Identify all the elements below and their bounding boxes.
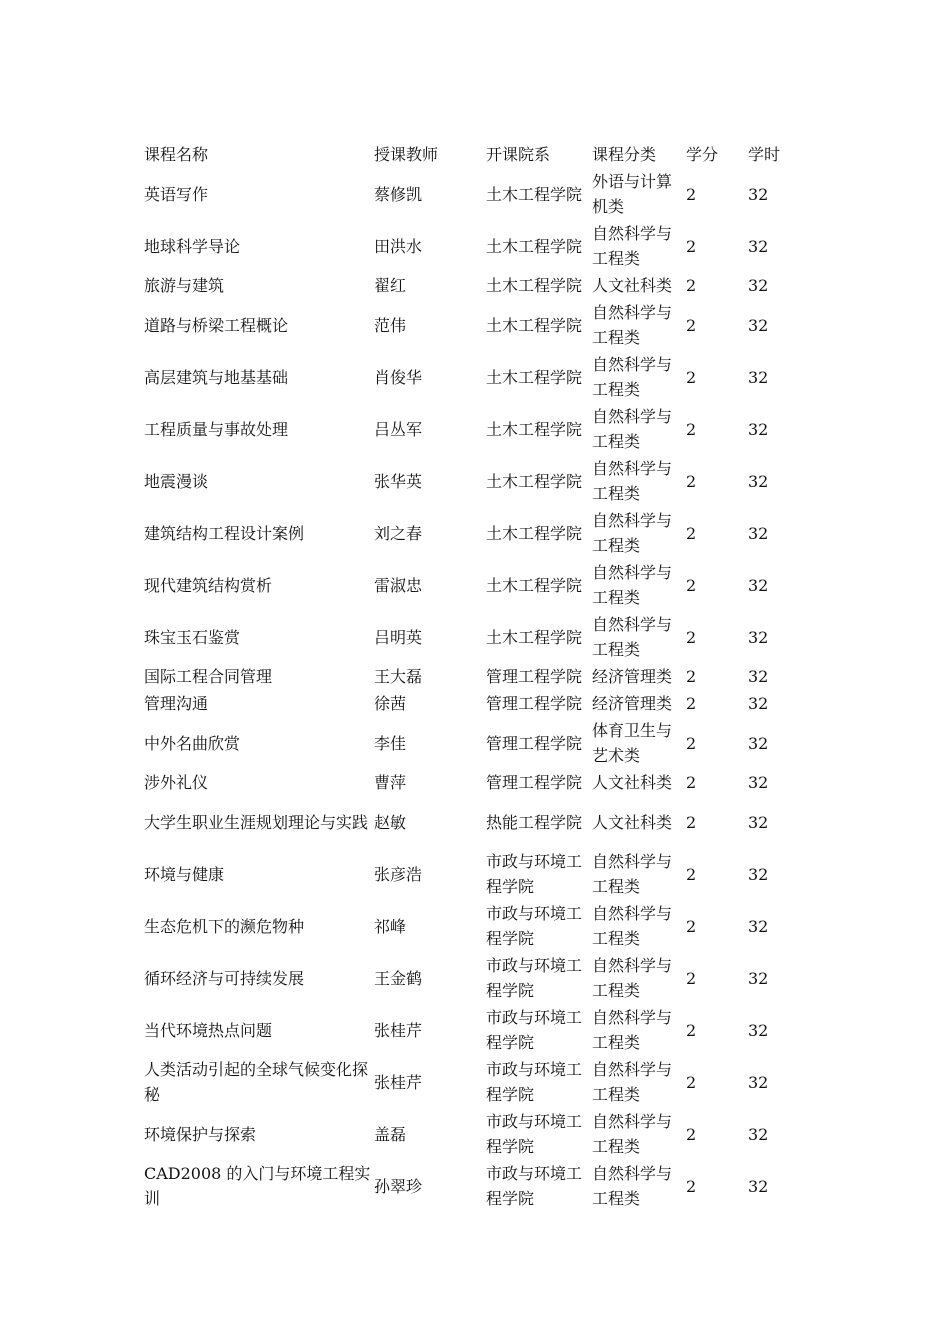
cell-course-name: [144, 351, 374, 403]
cell-text: 土木工程学院: [486, 315, 583, 335]
cell-category: [592, 403, 686, 455]
cell-text: 2: [686, 864, 697, 884]
header-course-name: 课程名称: [144, 144, 209, 164]
cell-department: [486, 351, 592, 403]
cell-text: 32: [748, 627, 769, 647]
cell-hours: [748, 1056, 798, 1108]
cell-teacher: [374, 220, 486, 272]
cell-text: 市政与环境工程学院: [486, 1060, 583, 1104]
cell-text: 32: [748, 733, 769, 753]
cell-text: 张彦浩: [374, 864, 423, 884]
cell-credits: [686, 1004, 748, 1056]
cell-text: 孙翠珍: [374, 1176, 423, 1196]
cell-text: 地震漫谈: [144, 471, 209, 491]
cell-credits: [686, 663, 748, 690]
table-row: [144, 690, 798, 717]
cell-department: [486, 559, 592, 611]
table-row: [144, 717, 798, 769]
cell-credits: [686, 611, 748, 663]
cell-text: 张桂芹: [374, 1020, 423, 1040]
cell-teacher: [374, 1108, 486, 1160]
cell-text: 市政与环境工程学院: [486, 1112, 583, 1156]
cell-text: 自然科学与工程类: [592, 956, 673, 1000]
cell-text: 2: [686, 812, 697, 832]
cell-text: 自然科学与工程类: [592, 563, 673, 607]
cell-text: 自然科学与工程类: [592, 355, 673, 399]
cell-text: 土木工程学院: [486, 627, 583, 647]
cell-hours: [748, 168, 798, 220]
cell-text: 土木工程学院: [486, 419, 583, 439]
cell-text: 人文社科类: [592, 276, 673, 295]
cell-text: 市政与环境工程学院: [486, 852, 583, 896]
cell-credits: [686, 1108, 748, 1160]
cell-category: [592, 663, 686, 690]
cell-credits: [686, 507, 748, 559]
cell-hours: [748, 559, 798, 611]
cell-department: [486, 663, 592, 690]
cell-hours: [748, 796, 798, 848]
cell-course-name: [144, 1004, 374, 1056]
cell-text: 土木工程学院: [486, 523, 583, 543]
cell-text: 吕明英: [374, 627, 423, 647]
cell-teacher: [374, 900, 486, 952]
cell-text: 32: [748, 864, 769, 884]
cell-text: 土木工程学院: [486, 367, 583, 387]
cell-category: [592, 900, 686, 952]
cell-text: 2: [686, 1072, 697, 1092]
cell-category: [592, 455, 686, 507]
cell-text: 道路与桥梁工程概论: [144, 315, 289, 335]
table-row: [144, 848, 798, 900]
cell-course-name: [144, 455, 374, 507]
cell-text: 刘之春: [374, 523, 423, 543]
cell-credits: [686, 299, 748, 351]
cell-department: [486, 220, 592, 272]
table-row: [144, 611, 798, 663]
cell-text: 2: [686, 733, 697, 753]
cell-text: 祁峰: [374, 916, 407, 936]
cell-text: CAD2008 的入门与环境工程实训: [144, 1164, 371, 1208]
cell-hours: [748, 717, 798, 769]
cell-text: 热能工程学院: [486, 812, 583, 832]
cell-text: 2: [686, 1124, 697, 1144]
cell-category: [592, 690, 686, 717]
cell-course-name: [144, 796, 374, 848]
cell-text: 32: [748, 968, 769, 988]
cell-hours: [748, 351, 798, 403]
cell-teacher: [374, 351, 486, 403]
cell-hours: [748, 299, 798, 351]
table-row: [144, 769, 798, 796]
cell-text: 生态危机下的濒危物种: [144, 916, 305, 936]
cell-text: 经济管理类: [592, 694, 673, 713]
cell-course-name: [144, 1108, 374, 1160]
cell-credits: [686, 900, 748, 952]
cell-department: [486, 272, 592, 299]
cell-text: 2: [686, 471, 697, 491]
cell-department: [486, 900, 592, 952]
cell-text: 自然科学与工程类: [592, 511, 673, 555]
cell-text: 肖俊华: [374, 367, 423, 387]
cell-text: 32: [748, 1072, 769, 1092]
cell-text: 管理工程学院: [486, 773, 583, 792]
cell-department: [486, 769, 592, 796]
cell-hours: [748, 403, 798, 455]
cell-text: 2: [686, 315, 697, 335]
table-row: [144, 1160, 798, 1212]
cell-text: 循环经济与可持续发展: [144, 968, 305, 988]
table-row: [144, 900, 798, 952]
cell-category: [592, 559, 686, 611]
cell-text: 2: [686, 236, 697, 256]
cell-text: 市政与环境工程学院: [486, 904, 583, 948]
table-row: [144, 1056, 798, 1108]
cell-course-name: [144, 507, 374, 559]
cell-text: 土木工程学院: [486, 184, 583, 204]
cell-text: 建筑结构工程设计案例: [144, 523, 305, 543]
cell-course-name: [144, 559, 374, 611]
cell-credits: [686, 220, 748, 272]
cell-department: [486, 168, 592, 220]
cell-category: [592, 1108, 686, 1160]
header-row: [144, 140, 798, 168]
cell-department: [486, 1004, 592, 1056]
cell-hours: [748, 769, 798, 796]
cell-hours: [748, 220, 798, 272]
cell-text: 英语写作: [144, 184, 209, 204]
cell-department: [486, 690, 592, 717]
cell-category: [592, 351, 686, 403]
cell-teacher: [374, 1056, 486, 1108]
cell-text: 地球科学导论: [144, 236, 241, 256]
cell-text: 2: [686, 667, 697, 686]
cell-teacher: [374, 690, 486, 717]
cell-course-name: [144, 848, 374, 900]
cell-text: 管理工程学院: [486, 733, 583, 753]
cell-credits: [686, 1160, 748, 1212]
cell-text: 涉外礼仪: [144, 773, 209, 792]
cell-course-name: [144, 168, 374, 220]
cell-text: 环境保护与探索: [144, 1124, 257, 1144]
cell-text: 土木工程学院: [486, 471, 583, 491]
cell-text: 李佳: [374, 733, 407, 753]
cell-text: 2: [686, 916, 697, 936]
cell-teacher: [374, 663, 486, 690]
cell-course-name: [144, 220, 374, 272]
cell-text: 自然科学与工程类: [592, 904, 673, 948]
cell-text: 土木工程学院: [486, 575, 583, 595]
cell-text: 盖磊: [374, 1124, 407, 1144]
cell-text: 自然科学与工程类: [592, 459, 673, 503]
table-body: [144, 168, 798, 1212]
cell-department: [486, 848, 592, 900]
cell-text: 人类活动引起的全球气候变化探秘: [144, 1060, 369, 1104]
table-row: [144, 1004, 798, 1056]
cell-credits: [686, 351, 748, 403]
cell-department: [486, 1160, 592, 1212]
cell-text: 当代环境热点问题: [144, 1020, 273, 1040]
cell-teacher: [374, 1004, 486, 1056]
cell-text: 大学生职业生涯规划理论与实践: [144, 812, 369, 832]
cell-text: 人文社科类: [592, 773, 673, 792]
cell-course-name: [144, 717, 374, 769]
cell-credits: [686, 403, 748, 455]
cell-hours: [748, 848, 798, 900]
cell-credits: [686, 272, 748, 299]
cell-credits: [686, 1056, 748, 1108]
cell-category: [592, 220, 686, 272]
cell-teacher: [374, 848, 486, 900]
cell-credits: [686, 952, 748, 1004]
cell-text: 32: [748, 575, 769, 595]
cell-text: 32: [748, 236, 769, 256]
cell-text: 2: [686, 367, 697, 387]
table-row: [144, 220, 798, 272]
cell-text: 32: [748, 523, 769, 543]
cell-department: [486, 1056, 592, 1108]
cell-credits: [686, 796, 748, 848]
cell-text: 32: [748, 419, 769, 439]
cell-course-name: [144, 952, 374, 1004]
cell-text: 翟红: [374, 276, 407, 295]
cell-text: 珠宝玉石鉴赏: [144, 627, 241, 647]
cell-credits: [686, 769, 748, 796]
table-row: [144, 272, 798, 299]
cell-hours: [748, 1108, 798, 1160]
cell-text: 2: [686, 1020, 697, 1040]
table-row: [144, 507, 798, 559]
table-row: [144, 403, 798, 455]
cell-department: [486, 403, 592, 455]
cell-course-name: [144, 663, 374, 690]
course-table: [144, 140, 798, 1212]
cell-course-name: [144, 611, 374, 663]
cell-text: 2: [686, 968, 697, 988]
table-row: [144, 952, 798, 1004]
table-row: [144, 168, 798, 220]
cell-text: 王大磊: [374, 667, 423, 686]
cell-text: 吕丛军: [374, 419, 423, 439]
cell-text: 土木工程学院: [486, 236, 583, 256]
cell-course-name: [144, 403, 374, 455]
cell-text: 自然科学与工程类: [592, 1060, 673, 1104]
cell-text: 自然科学与工程类: [592, 1164, 673, 1208]
cell-course-name: [144, 272, 374, 299]
header-credits: 学分: [686, 144, 719, 164]
cell-text: 32: [748, 367, 769, 387]
cell-credits: [686, 848, 748, 900]
cell-text: 32: [748, 694, 769, 713]
cell-text: 自然科学与工程类: [592, 303, 673, 347]
cell-text: 雷淑忠: [374, 575, 423, 595]
cell-text: 工程质量与事故处理: [144, 419, 289, 439]
table-row: [144, 351, 798, 403]
cell-department: [486, 611, 592, 663]
cell-course-name: [144, 769, 374, 796]
cell-hours: [748, 611, 798, 663]
cell-hours: [748, 272, 798, 299]
cell-category: [592, 796, 686, 848]
cell-teacher: [374, 717, 486, 769]
cell-teacher: [374, 507, 486, 559]
cell-text: 曹萍: [374, 773, 407, 792]
cell-text: 王金鹤: [374, 968, 423, 988]
cell-course-name: [144, 900, 374, 952]
cell-text: 32: [748, 1176, 769, 1196]
cell-category: [592, 769, 686, 796]
cell-text: 管理工程学院: [486, 694, 583, 713]
cell-text: 自然科学与工程类: [592, 615, 673, 659]
cell-text: 管理工程学院: [486, 667, 583, 686]
cell-text: 自然科学与工程类: [592, 852, 673, 896]
cell-text: 市政与环境工程学院: [486, 1008, 583, 1052]
cell-text: 环境与健康: [144, 864, 225, 884]
table-row: [144, 663, 798, 690]
cell-hours: [748, 690, 798, 717]
cell-teacher: [374, 455, 486, 507]
cell-teacher: [374, 952, 486, 1004]
cell-text: 经济管理类: [592, 667, 673, 686]
cell-category: [592, 717, 686, 769]
cell-text: 2: [686, 419, 697, 439]
header-hours: 学时: [748, 144, 781, 164]
cell-category: [592, 1160, 686, 1212]
cell-department: [486, 952, 592, 1004]
table-row: [144, 1108, 798, 1160]
cell-hours: [748, 663, 798, 690]
cell-credits: [686, 168, 748, 220]
cell-text: 32: [748, 315, 769, 335]
cell-text: 土木工程学院: [486, 276, 583, 295]
cell-department: [486, 299, 592, 351]
cell-text: 管理沟通: [144, 694, 209, 713]
cell-hours: [748, 1160, 798, 1212]
cell-text: 32: [748, 1020, 769, 1040]
cell-text: 体育卫生与艺术类: [592, 721, 673, 765]
cell-text: 田洪水: [374, 236, 423, 256]
cell-text: 高层建筑与地基基础: [144, 367, 289, 387]
cell-course-name: [144, 1160, 374, 1212]
cell-hours: [748, 507, 798, 559]
cell-text: 市政与环境工程学院: [486, 956, 583, 1000]
cell-teacher: [374, 769, 486, 796]
cell-department: [486, 507, 592, 559]
cell-text: 自然科学与工程类: [592, 407, 673, 451]
cell-category: [592, 848, 686, 900]
cell-text: 2: [686, 523, 697, 543]
cell-teacher: [374, 403, 486, 455]
table-row: [144, 299, 798, 351]
table-row: [144, 559, 798, 611]
cell-text: 32: [748, 184, 769, 204]
cell-category: [592, 272, 686, 299]
cell-text: 2: [686, 276, 697, 295]
cell-credits: [686, 455, 748, 507]
cell-text: 张桂芹: [374, 1072, 423, 1092]
cell-text: 2: [686, 694, 697, 713]
cell-text: 2: [686, 773, 697, 792]
cell-course-name: [144, 690, 374, 717]
cell-hours: [748, 900, 798, 952]
cell-teacher: [374, 611, 486, 663]
cell-category: [592, 168, 686, 220]
cell-category: [592, 507, 686, 559]
cell-category: [592, 952, 686, 1004]
cell-text: 自然科学与工程类: [592, 224, 673, 268]
cell-text: 市政与环境工程学院: [486, 1164, 583, 1208]
cell-text: 中外名曲欣赏: [144, 733, 241, 753]
cell-category: [592, 1004, 686, 1056]
cell-text: 32: [748, 471, 769, 491]
cell-text: 蔡修凯: [374, 184, 423, 204]
cell-text: 徐茜: [374, 694, 407, 713]
cell-text: 32: [748, 812, 769, 832]
cell-category: [592, 1056, 686, 1108]
cell-text: 2: [686, 627, 697, 647]
header-department: 开课院系: [486, 144, 551, 164]
cell-department: [486, 1108, 592, 1160]
cell-teacher: [374, 168, 486, 220]
cell-credits: [686, 559, 748, 611]
header-teacher: 授课教师: [374, 144, 439, 164]
cell-category: [592, 299, 686, 351]
cell-text: 2: [686, 1176, 697, 1196]
cell-text: 人文社科类: [592, 812, 673, 832]
cell-text: 旅游与建筑: [144, 276, 225, 295]
cell-text: 外语与计算机类: [592, 172, 673, 216]
cell-teacher: [374, 559, 486, 611]
cell-credits: [686, 690, 748, 717]
cell-credits: [686, 717, 748, 769]
cell-department: [486, 796, 592, 848]
cell-text: 自然科学与工程类: [592, 1008, 673, 1052]
cell-hours: [748, 455, 798, 507]
cell-category: [592, 611, 686, 663]
cell-course-name: [144, 299, 374, 351]
table-row: [144, 455, 798, 507]
cell-text: 32: [748, 276, 769, 295]
header-category: 课程分类: [592, 144, 657, 164]
cell-text: 国际工程合同管理: [144, 667, 273, 686]
cell-teacher: [374, 796, 486, 848]
cell-text: 32: [748, 1124, 769, 1144]
cell-department: [486, 717, 592, 769]
cell-course-name: [144, 1056, 374, 1108]
cell-text: 32: [748, 667, 769, 686]
cell-text: 范伟: [374, 315, 407, 335]
cell-teacher: [374, 299, 486, 351]
cell-text: 32: [748, 773, 769, 792]
cell-text: 现代建筑结构赏析: [144, 575, 273, 595]
cell-text: 张华英: [374, 471, 423, 491]
cell-hours: [748, 1004, 798, 1056]
cell-text: 赵敏: [374, 812, 407, 832]
cell-text: 2: [686, 184, 697, 204]
table-row: [144, 796, 798, 848]
cell-text: 2: [686, 575, 697, 595]
cell-hours: [748, 952, 798, 1004]
cell-department: [486, 455, 592, 507]
cell-text: 自然科学与工程类: [592, 1112, 673, 1156]
cell-text: 32: [748, 916, 769, 936]
cell-teacher: [374, 1160, 486, 1212]
cell-teacher: [374, 272, 486, 299]
